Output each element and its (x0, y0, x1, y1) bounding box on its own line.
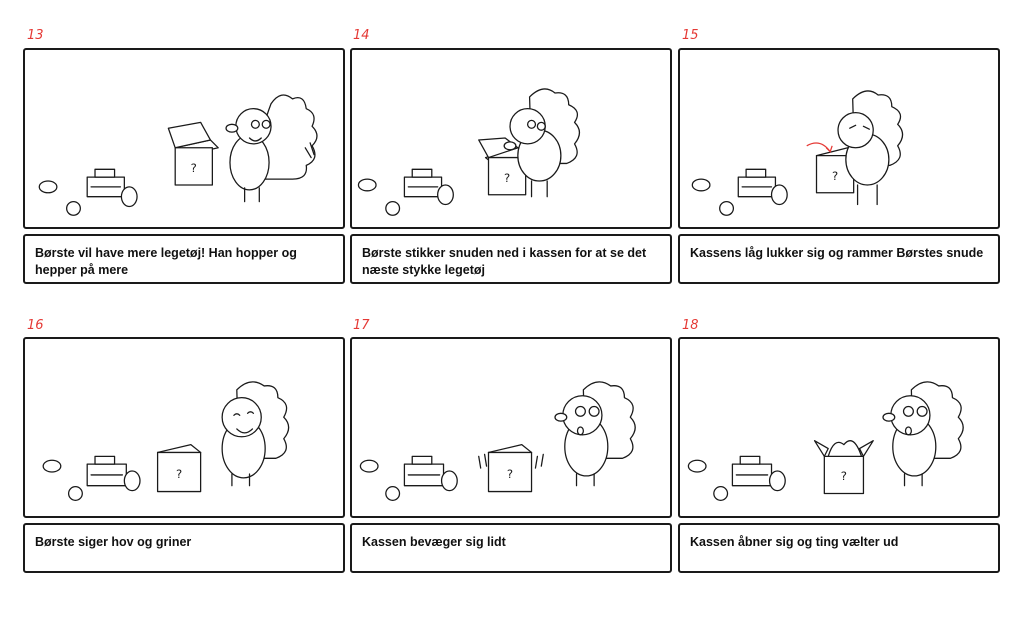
hedgehog-borste (883, 382, 963, 486)
toy-pile (39, 169, 137, 215)
panel-16-number: 16 (27, 318, 44, 333)
panel-17-caption: Kassen bevæger sig lidt (350, 523, 672, 573)
box-question-mark: ? (506, 466, 514, 481)
panel-14-illustration (350, 48, 672, 229)
mystery-box (168, 122, 218, 185)
mystery-box (158, 445, 201, 492)
toy-pile (358, 169, 453, 215)
panel-18-caption: Kassen åbner sig og ting vælter ud (678, 523, 1000, 573)
panel-15-illustration (678, 48, 1000, 229)
box-question-mark: ? (503, 171, 511, 186)
motion-arrow (807, 143, 830, 152)
box-question-mark: ? (190, 161, 197, 176)
box-question-mark: ? (831, 169, 839, 184)
panel-18-number: 18 (682, 318, 699, 333)
panel-14-caption: Børste stikker snuden ned i kassen for at se det næste stykke legetøj (350, 234, 672, 284)
panel-16-caption: Børste siger hov og griner (23, 523, 345, 573)
panel-18-illustration (678, 337, 1000, 518)
panel-17-number: 17 (353, 318, 370, 333)
mystery-box (815, 441, 874, 494)
panel-17-illustration (350, 337, 672, 518)
box-question-mark: ? (175, 466, 183, 481)
toys-spilling-out (828, 441, 861, 457)
hedgehog-borste (555, 382, 635, 486)
panel-16-illustration (23, 337, 345, 518)
box-question-mark: ? (840, 468, 848, 483)
panel-14-number: 14 (353, 28, 370, 43)
panel-15-caption: Kassens låg lukker sig og rammer Børstes snude (678, 234, 1000, 284)
toy-pile (360, 456, 457, 500)
hedgehog-borste (222, 382, 288, 486)
hedgehog-borste (226, 95, 317, 202)
panel-13-caption: Børste vil have mere legetøj! Han hopper og hepper på mere (23, 234, 345, 284)
panel-13-number: 13 (27, 28, 44, 43)
panel-13-illustration (23, 48, 345, 229)
toy-pile (688, 456, 785, 500)
panel-15-number: 15 (682, 28, 699, 43)
toy-pile (43, 456, 140, 500)
toy-pile (692, 169, 787, 215)
mystery-box (479, 445, 544, 492)
